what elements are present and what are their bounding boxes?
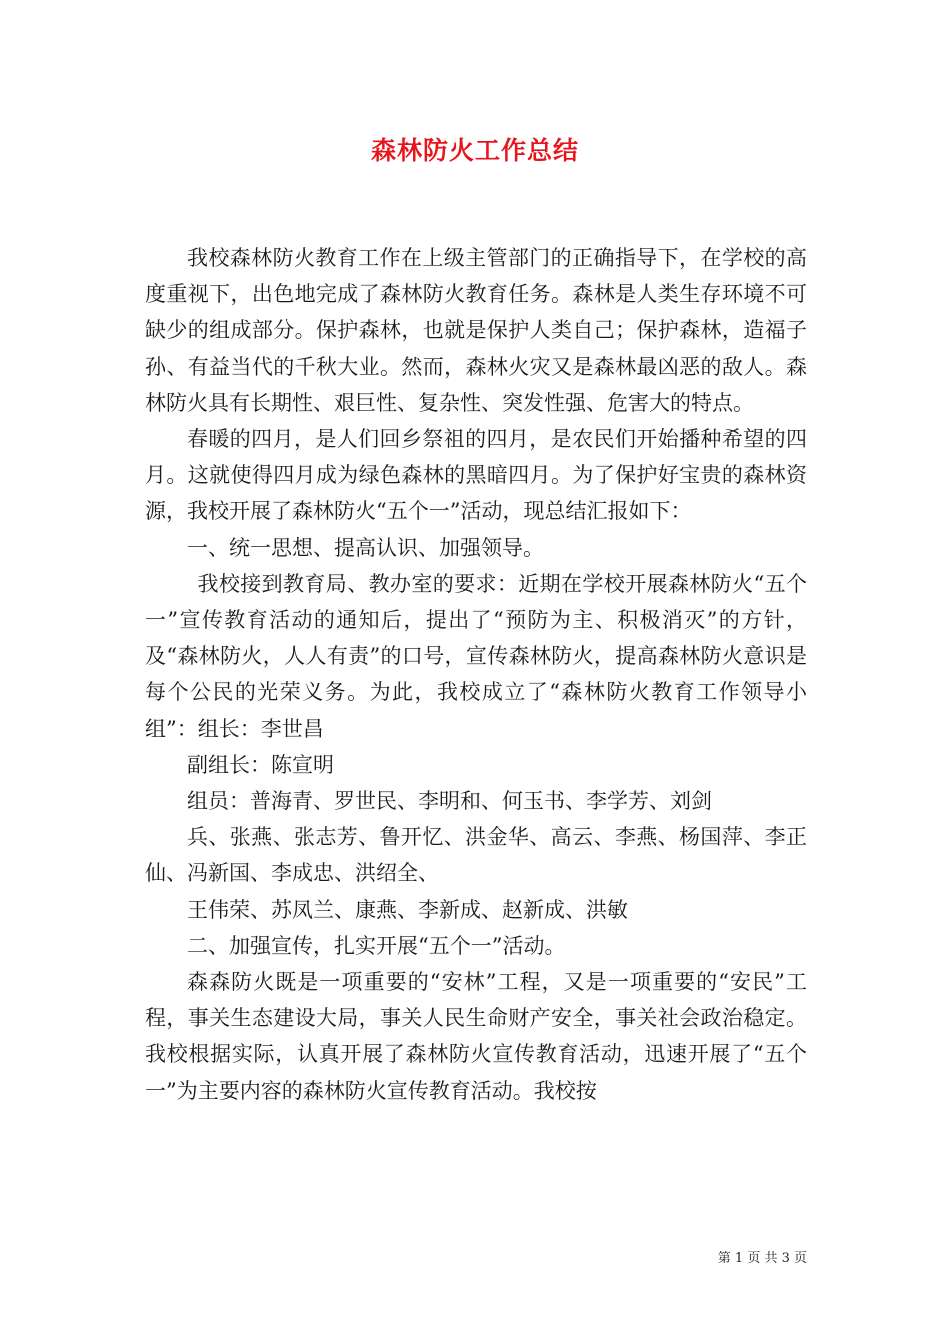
paragraph-members-3: 王伟荣、苏凤兰、康燕、李新成、赵新成、洪敏 — [187, 897, 628, 922]
page-number: 第 1 页 共 3 页 — [717, 1251, 807, 1266]
document-title: 森林防火工作总结 — [370, 136, 579, 165]
paragraph-april: 春暖的四月，是人们回乡祭祖的四月，是农民们开始播种希望的四月。这就使得四月成为绿色森林的黑暗四月。为了保护好宝贵的森林资源，我校开展了森林防火“五个一”活动，现总结汇报如下： — [145, 427, 807, 524]
paragraph-deputy-leader: 副组长：陈宣明 — [187, 752, 334, 777]
section-heading-1: 一、统一思想、提高认识、加强领导。 — [187, 535, 544, 560]
paragraph-members-2: 兵、张燕、张志芳、鲁开忆、洪金华、高云、李燕、杨国萍、李正仙、冯新国、李成忠、洪绍全、 — [145, 825, 807, 886]
paragraph-publicity: 森森防火既是一项重要的“安林”工程，又是一项重要的“安民”工程，事关生态建设大局，事关人民生命财产安全，事关社会政治稳定。我校根据实际，认真开展了森林防火宣传教育活动，迅速开展了“五个一”为主要内容的森林防火宣传教育活动。我校按 — [145, 970, 807, 1103]
section-heading-2: 二、加强宣传，扎实开展“五个一”活动。 — [187, 933, 566, 958]
paragraph-leadership: 我校接到教育局、教办室的要求：近期在学校开展森林防火“五个一”宣传教育活动的通知后，提出了“预防为主、积极消灭”的方针，及“森林防火，人人有责”的口号，宣传森林防火，提高森林防火意识是每个公民的光荣义务。为此，我校成立了“森林防火教育工作领导小组”：组长：李世昌 — [145, 571, 807, 741]
paragraph-members-1: 组员：普海青、罗世民、李明和、何玉书、李学芳、刘剑 — [187, 789, 712, 814]
paragraph-intro: 我校森林防火教育工作在上级主管部门的正确指导下，在学校的高度重视下，出色地完成了森林防火教育任务。森林是人类生存环境不可缺少的组成部分。保护森林，也就是保护人类自己；保护森林，造福子孙、有益当代的千秋大业。然而，森林火灾又是森林最凶恶的敌人。森林防火具有长期性、艰巨性、复杂性、突发性强、危害大的特点。 — [145, 246, 807, 415]
document-body — [145, 240, 807, 1109]
